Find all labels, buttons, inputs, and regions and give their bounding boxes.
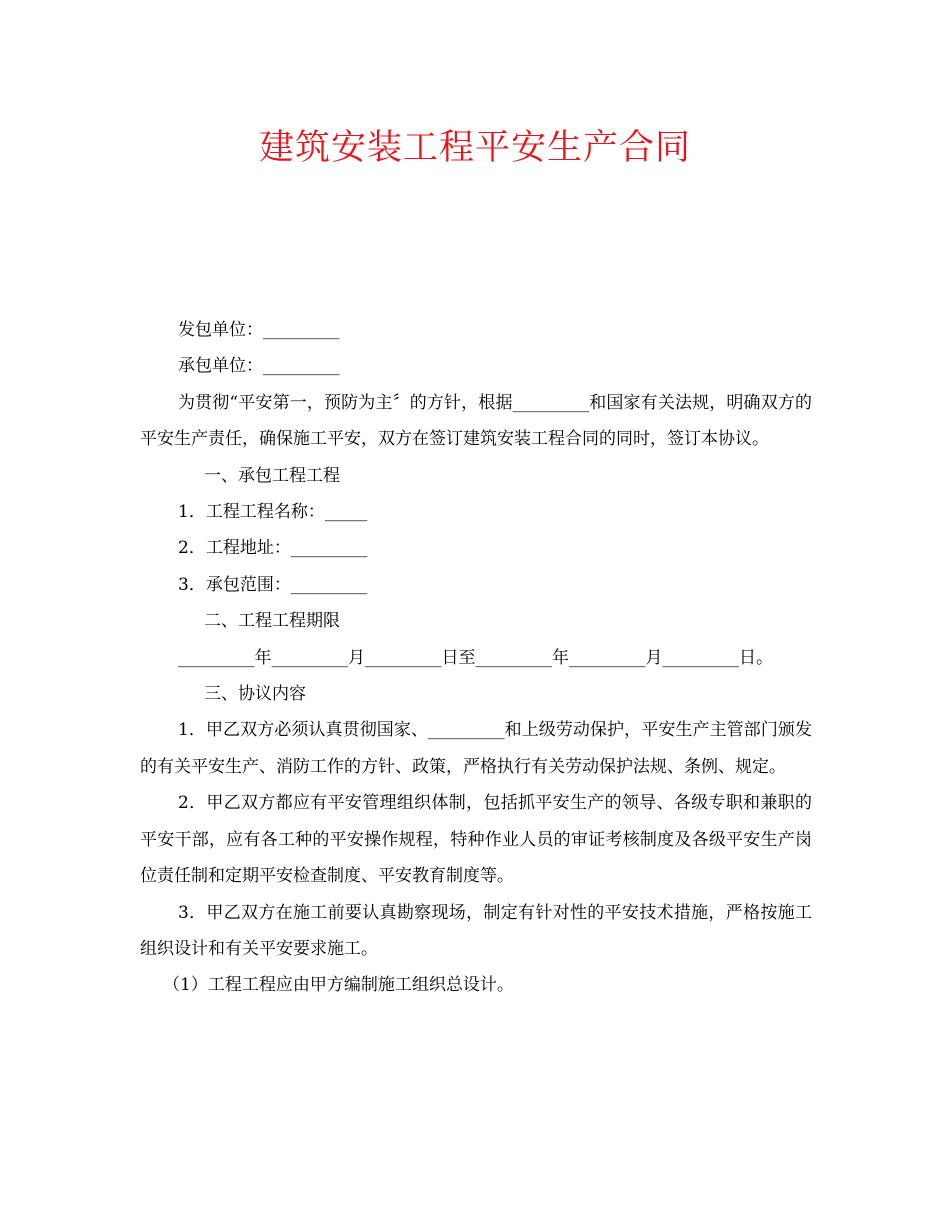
clause-1: 1．甲乙双方必须认真贯彻国家、_________和上级劳动保护，平安生产主管部门颁发的有关平安生产、消防工作的方针、政策，严格执行有关劳动保护法规、条例、规定。 <box>140 720 812 777</box>
section-heading-1: 一、承包工程工程 <box>204 465 340 486</box>
section-heading-3: 三、协议内容 <box>204 684 306 705</box>
contractor-line: 承包单位：_________ <box>178 356 340 377</box>
document-body <box>140 312 812 1004</box>
section-heading-2: 二、工程工程期限 <box>204 611 340 632</box>
project-name-line: 1．工程工程名称：_____ <box>178 502 368 523</box>
project-address-line: 2．工程地址：_________ <box>178 538 368 559</box>
sub-clause-1: （1）工程工程应由甲方编制施工组织总设计。 <box>163 975 514 996</box>
clause-2: 2．甲乙双方都应有平安管理组织体制，包括抓平安生产的领导、各级专职和兼职的平安干部，应有各工种的平安操作规程，特种作业人员的审证考核制度及各级平安生产岗位责任制和定期平安检查制度、平安教育制度等。 <box>140 793 812 887</box>
clause-3: 3．甲乙双方在施工前要认真勘察现场，制定有针对性的平安技术措施，严格按施工组织设计和有关平安要求施工。 <box>140 902 812 959</box>
preamble-paragraph: 为贯彻“平安第一，预防为主〞的方针，根据_________和国家有关法规，明确双方的平安生产责任，确保施工平安，双方在签订建筑安装工程合同的同时，签订本协议。 <box>140 392 812 450</box>
employer-line: 发包单位：_________ <box>178 320 340 340</box>
contract-scope-line: 3．承包范围：_________ <box>178 574 368 595</box>
document-title: 建筑安装工程平安生产合同 <box>258 128 691 168</box>
project-period-line: _________年_________月_________日至_________年_________月_________日。 <box>178 647 773 668</box>
